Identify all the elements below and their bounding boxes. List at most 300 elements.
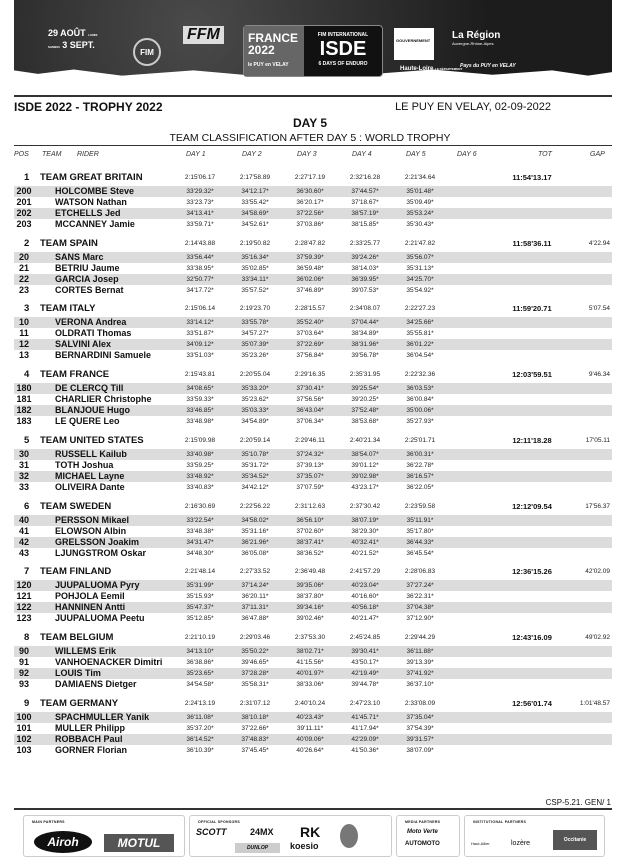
rider-row <box>14 515 612 526</box>
rider-day5-time: 35'31.13* <box>406 264 434 272</box>
rider-day5-time: 36'03.53* <box>406 385 434 393</box>
rider-day5-time: 36'16.57* <box>406 472 434 480</box>
team-day1-time: 2:15'06.17 <box>184 174 216 181</box>
divider <box>14 95 612 97</box>
rider-day2-time: 36'47.88* <box>241 615 269 623</box>
rider-day5-time: 35'56.07* <box>406 253 434 261</box>
rider-day4-time: 37'04.44* <box>351 319 379 327</box>
team-row <box>14 369 612 382</box>
team-gap: 4'22.94 <box>588 239 610 247</box>
rider-day3-time: 37'02.60* <box>296 527 324 535</box>
rider-number: 123 <box>16 613 32 624</box>
rider-day5-time: 37'35.04* <box>406 713 434 721</box>
team-position: 3 <box>24 303 30 315</box>
team-day2-time: 2:19'23.70 <box>239 305 271 313</box>
team-day1-time: 2:15'09.98 <box>184 436 216 444</box>
rider-number: 20 <box>18 251 29 262</box>
team-day5-time: 2:33'08.09 <box>404 699 436 707</box>
rider-day1-time: 33'48.92* <box>186 472 214 480</box>
rider-day2-time: 35'03.33* <box>241 407 269 415</box>
rider-day4-time: 40'23.04* <box>351 582 379 590</box>
rider-day3-time: 37'30.41* <box>296 385 324 393</box>
rider-day3-time: 37'07.59* <box>296 483 324 491</box>
team-name: TEAM SPAIN <box>40 237 98 249</box>
rider-day1-time: 34'13.41* <box>186 210 214 217</box>
rider-name: HOLCOMBE Steve <box>55 186 135 196</box>
rider-row <box>14 679 612 690</box>
rider-name: LJUNGSTROM Oskar <box>55 547 147 558</box>
rider-number: 201 <box>16 197 32 207</box>
rider-day5-time: 35'09.49* <box>406 199 434 206</box>
rider-row <box>14 350 612 361</box>
team-total-time: 12:36'15.26 <box>512 567 552 577</box>
main-partners <box>23 815 185 857</box>
rider-day5-time: 36'00.31* <box>406 450 434 458</box>
team-day1-time: 2:15'43.81 <box>184 371 216 379</box>
rider-day3-time: 36'30.60* <box>296 188 324 195</box>
rider-day4-time: 38'57.19* <box>351 210 379 217</box>
rider-day1-time: 36'14.52* <box>186 735 214 743</box>
rider-day4-time: 41'45.71* <box>351 713 379 721</box>
rider-day4-time: 40'56.18* <box>351 604 379 612</box>
rider-day3-time: 39'02.46* <box>296 615 324 623</box>
rider-day1-time: 33'14.12* <box>186 319 214 327</box>
team-position: 8 <box>24 631 30 643</box>
rider-number: 31 <box>18 459 29 470</box>
rider-day4-time: 40'21.47* <box>351 615 379 623</box>
sponsors-caption: OFFICIAL SPONSORS <box>198 820 240 824</box>
rider-day4-time: 39'01.12* <box>351 461 379 469</box>
rider-day2-time: 35'34.52* <box>241 472 269 480</box>
rider-day4-time: 38'53.68* <box>351 418 379 426</box>
rider-row <box>14 482 612 493</box>
rider-day5-time: 36'04.54* <box>406 352 434 360</box>
rider-number: 101 <box>16 722 32 733</box>
rider-day4-time: 39'56.78* <box>351 352 379 360</box>
team-name: TEAM GREAT BRITAIN <box>40 172 143 183</box>
rider-number: 23 <box>18 284 29 295</box>
rider-day1-time: 35'23.65* <box>186 669 214 677</box>
team-day1-time: 2:24'13.19 <box>184 699 216 707</box>
rider-day3-time: 39'34.16* <box>296 604 324 612</box>
team-row <box>14 501 612 514</box>
col-day3: DAY 3 <box>297 151 317 158</box>
rider-day1-time: 33'40.83* <box>186 483 214 491</box>
event-title: ISDE 2022 - TROPHY 2022 <box>14 100 163 114</box>
rider-day3-time: 36'20.17* <box>296 199 324 206</box>
rider-day3-time: 38'02.71* <box>296 647 324 655</box>
team-position: 5 <box>24 434 30 446</box>
gouvernement-logo: GOUVERNEMENT <box>394 28 434 60</box>
rider-day1-time: 33'38.95* <box>186 264 214 272</box>
rider-row <box>14 602 612 613</box>
rider-day5-time: 37'27.24* <box>406 582 434 590</box>
rider-day1-time: 36'38.86* <box>186 658 214 666</box>
rider-day1-time: 33'59.33* <box>186 396 214 404</box>
rider-day4-time: 36'39.95* <box>351 275 379 283</box>
rider-day3-time: 36'43.04* <box>296 407 324 415</box>
rider-day2-time: 37'28.28* <box>241 669 269 677</box>
rider-day3-time: 41'15.56* <box>296 658 324 666</box>
page-code: CSP-5.21. GEN/ 1 <box>545 798 611 807</box>
team-day5-time: 2:22'27.23 <box>404 305 436 313</box>
rider-day1-time: 33'59.25* <box>186 461 214 469</box>
rider-day5-time: 37'04.38* <box>406 604 434 612</box>
rider-day5-time: 35'00.06* <box>406 407 434 415</box>
team-day3-time: 2:40'10.24 <box>294 699 326 707</box>
rider-row <box>14 252 612 263</box>
rider-number: 203 <box>16 219 32 229</box>
rider-day3-time: 39'11.11* <box>296 724 324 732</box>
col-gap: GAP <box>590 151 605 158</box>
rider-name: SANS Marc <box>55 251 104 262</box>
rider-day1-time: 33'48.38* <box>186 527 214 535</box>
rider-number: 30 <box>18 448 29 459</box>
rider-name: POHJOLA Eemil <box>55 591 125 602</box>
team-total-time: 11:59'20.71 <box>512 304 552 314</box>
rider-row <box>14 526 612 537</box>
rider-day1-time: 35'31.99* <box>186 582 214 590</box>
rider-day1-time: 33'59.71* <box>186 221 214 228</box>
rider-number: 100 <box>16 711 32 722</box>
team-position: 7 <box>24 566 30 578</box>
rider-name: ETCHELLS Jed <box>55 208 121 218</box>
rider-name: TOTH Joshua <box>55 459 114 470</box>
rider-day4-time: 40'32.41* <box>351 538 379 546</box>
rider-day3-time: 37'03.64* <box>296 330 324 338</box>
rider-name: WATSON Nathan <box>55 197 127 207</box>
rider-day5-time: 36'45.54* <box>406 549 434 557</box>
fim-logo: FIM <box>133 38 161 66</box>
rider-day4-time: 42'19.49* <box>351 669 379 677</box>
media-caption: MEDIA PARTNERS <box>405 820 441 824</box>
rider-day4-time: 37'44.57* <box>351 188 379 195</box>
rider-day1-time: 35'37.20* <box>186 724 214 732</box>
rider-day2-time: 35'58.31* <box>241 680 269 688</box>
rider-name: WILLEMS Erik <box>55 645 117 656</box>
rider-day5-time: 36'22.78* <box>406 461 434 469</box>
rider-day2-time: 35'31.72* <box>241 461 269 469</box>
rider-number: 41 <box>18 525 29 536</box>
rider-number: 121 <box>16 591 32 602</box>
institutional-partners <box>464 815 605 857</box>
rider-day2-time: 34'58.69* <box>241 210 269 217</box>
rider-row <box>14 383 612 394</box>
rider-day2-time: 34'42.12* <box>241 483 269 491</box>
rider-row <box>14 328 612 339</box>
rider-day5-time: 36'22.31* <box>406 593 434 601</box>
rider-day1-time: 34'08.65* <box>186 385 214 393</box>
rider-day5-time: 39'13.39* <box>406 658 434 666</box>
col-day6: DAY 6 <box>457 151 477 158</box>
rider-number: 11 <box>19 328 29 339</box>
rider-day5-time: 35'11.91* <box>406 516 434 524</box>
rider-number: 33 <box>18 481 29 492</box>
dunlop-logo: DUNLOP <box>235 843 280 853</box>
rider-day3-time: 37'56.56* <box>296 396 324 404</box>
rider-day3-time: 37'35.07* <box>296 472 324 480</box>
rider-day4-time: 38'29.30* <box>351 527 379 535</box>
rider-row <box>14 734 612 745</box>
rider-day1-time: 34'17.72* <box>186 286 214 294</box>
rider-name: LOUIS Tim <box>55 667 101 678</box>
team-day3-time: 2:29'46.11 <box>295 436 325 444</box>
rider-name: MCCANNEY Jamie <box>55 219 135 229</box>
rider-day5-time: 35'27.93* <box>406 418 434 426</box>
rider-day2-time: 35'02.85* <box>241 264 269 272</box>
rider-day2-time: 35'33.20* <box>241 385 269 393</box>
col-pos: POS <box>14 151 29 158</box>
rider-number: 103 <box>16 744 32 755</box>
rider-day4-time: 41'17.94* <box>351 724 379 732</box>
team-row <box>14 566 612 579</box>
rider-day4-time: 39'25.54* <box>351 385 379 393</box>
airoh-logo: Airoh <box>34 831 92 853</box>
rider-day2-time: 35'57.52* <box>241 286 269 294</box>
rider-day3-time: 36'56.10* <box>296 516 324 524</box>
rider-day1-time: 33'46.85* <box>186 407 214 415</box>
rider-day3-time: 36'59.48* <box>296 264 324 272</box>
team-day2-time: 2:29'03.46 <box>239 633 271 641</box>
team-name: TEAM FINLAND <box>40 566 112 578</box>
rider-day2-time: 37'45.45* <box>241 746 269 754</box>
rider-day5-time: 35'30.43* <box>406 221 434 228</box>
team-day5-time: 2:22'32.36 <box>404 371 436 379</box>
rider-day2-time: 39'46.65* <box>241 658 269 666</box>
team-total-time: 12:56'01.74 <box>512 698 552 708</box>
rider-row <box>14 580 612 591</box>
rider-day4-time: 39'02.98* <box>351 472 379 480</box>
rider-day3-time: 38'37.80* <box>296 593 324 601</box>
rider-day2-time: 35'16.34* <box>241 253 269 261</box>
rider-row <box>14 668 612 679</box>
classification-subtitle: TEAM CLASSIFICATION AFTER DAY 5 : WORLD TROPHY <box>169 132 451 144</box>
team-name: TEAM BELGIUM <box>40 631 114 643</box>
rider-number: 122 <box>16 602 32 613</box>
rider-day5-time: 34'25.66* <box>406 319 434 327</box>
team-gap: 17'56.37 <box>585 502 610 510</box>
rider-name: VERONA Andrea <box>55 317 127 328</box>
rider-row <box>14 613 612 624</box>
team-gap: 1:01'48.57 <box>579 699 610 707</box>
rider-day1-time: 33'40.98* <box>186 450 214 458</box>
rider-number: 32 <box>18 470 29 481</box>
team-day1-time: 2:21'10.19 <box>184 633 216 641</box>
col-day5: DAY 5 <box>406 151 426 158</box>
ffm-logo: FFM <box>183 26 224 44</box>
team-total-time: 12:43'16.09 <box>512 632 552 642</box>
team-name: TEAM SWEDEN <box>40 500 112 512</box>
rider-row <box>14 723 612 734</box>
rider-day5-time: 36'00.84* <box>406 396 434 404</box>
rider-number: 42 <box>18 536 29 547</box>
rider-number: 183 <box>16 416 32 427</box>
rider-day2-time: 37'14.24* <box>241 582 269 590</box>
rider-day1-time: 33'48.98* <box>186 418 214 426</box>
team-total-time: 12:03'59.51 <box>512 370 552 380</box>
inst-caption: INSTITUTIONAL PARTNERS <box>473 820 527 824</box>
rider-day1-time: 36'11.08* <box>186 713 214 721</box>
rider-day2-time: 35'31.16* <box>241 527 269 535</box>
rider-day5-time: 35'01.48* <box>406 188 434 195</box>
rider-day2-time: 36'21.96* <box>241 538 269 546</box>
rider-day4-time: 39'30.41* <box>351 647 379 655</box>
rider-name: CORTES Bernat <box>55 284 124 295</box>
team-day3-time: 2:36'49.48 <box>294 568 326 576</box>
rider-day2-time: 33'34.11* <box>241 275 269 283</box>
rider-number: 21 <box>18 262 29 273</box>
team-row <box>14 238 612 251</box>
rider-number: 202 <box>16 208 32 218</box>
rider-name: SPACHMULLER Yanik <box>55 711 150 722</box>
team-gap: 17'05.11 <box>585 436 610 444</box>
col-rider: RIDER <box>77 151 99 158</box>
rider-name: HANNINEN Antti <box>55 602 126 613</box>
rider-day3-time: 37'56.84* <box>296 352 324 360</box>
main-partners-caption: MAIN PARTNERS <box>32 820 65 824</box>
rider-day3-time: 39'35.06* <box>296 582 324 590</box>
rider-day5-time: 37'41.92* <box>406 669 434 677</box>
rider-row <box>14 537 612 548</box>
automoto-logo: AUTOMOTO <box>405 841 440 847</box>
rider-day5-time: 35'55.81* <box>406 330 434 338</box>
rider-day1-time: 32'50.77* <box>186 275 214 283</box>
team-gap: 42'02.09 <box>585 568 610 576</box>
rider-day2-time: 34'12.17* <box>241 188 269 195</box>
team-position: 2 <box>24 237 30 249</box>
rider-day1-time: 35'15.93* <box>186 593 214 601</box>
rider-day3-time: 37'06.34* <box>296 418 324 426</box>
rider-day4-time: 37'18.67* <box>351 199 379 206</box>
rider-number: 102 <box>16 733 32 744</box>
rider-name: CHARLIER Christophe <box>55 394 152 405</box>
rider-day2-time: 34'57.27* <box>241 330 269 338</box>
rider-day2-time: 35'10.78* <box>241 450 269 458</box>
haut-allier-logo: Haut-Allier <box>471 841 490 846</box>
rider-name: MICHAEL Layne <box>55 470 125 481</box>
official-sponsors <box>189 815 392 857</box>
team-day3-time: 2:27'17.19 <box>294 174 326 181</box>
team-day2-time: 2:20'55.04 <box>239 371 271 379</box>
rider-day4-time: 38'31.96* <box>351 341 379 349</box>
team-day4-time: 2:47'23.10 <box>349 699 381 707</box>
team-day1-time: 2:16'30.69 <box>184 502 216 510</box>
rider-name: PERSSON Mikael <box>55 514 130 525</box>
team-position: 1 <box>24 172 30 183</box>
team-day3-time: 2:29'16.35 <box>294 371 326 379</box>
rider-name: VANHOENACKER Dimitri <box>55 656 163 667</box>
rider-day4-time: 39'44.78* <box>351 680 379 688</box>
rider-number: 22 <box>18 273 29 284</box>
pays-puy-logo: Pays du PUY en VELAY <box>460 63 516 69</box>
rider-number: 10 <box>18 317 29 328</box>
rider-day2-time: 36'20.11* <box>241 593 269 601</box>
rider-name: GORNER Florian <box>55 744 128 755</box>
team-position: 6 <box>24 500 30 512</box>
col-day1: DAY 1 <box>186 151 206 158</box>
rider-day3-time: 40'09.06* <box>296 735 324 743</box>
rider-day5-time: 36'01.22* <box>406 341 434 349</box>
rider-day3-time: 37'03.86* <box>296 221 324 228</box>
rider-day2-time: 36'05.08* <box>241 549 269 557</box>
rider-day3-time: 37'39.13* <box>296 461 324 469</box>
rider-row <box>14 394 612 405</box>
rider-day3-time: 37'59.39* <box>296 253 324 261</box>
rider-row <box>14 657 612 668</box>
team-row <box>14 698 612 711</box>
rider-day3-time: 40'26.64* <box>296 746 324 754</box>
team-day2-time: 2:19'50.82 <box>239 239 271 247</box>
media-partners <box>396 815 460 857</box>
team-day5-time: 2:23'59.58 <box>404 502 436 510</box>
team-row <box>14 435 612 448</box>
rider-day2-time: 37'11.31* <box>241 604 269 612</box>
rider-name: DAMIAENS Dietger <box>55 678 137 689</box>
rider-day1-time: 34'13.10* <box>186 647 214 655</box>
col-day4: DAY 4 <box>352 151 372 158</box>
rider-day5-time: 36'37.10* <box>406 680 434 688</box>
rider-row <box>14 197 612 208</box>
col-tot: TOT <box>538 151 552 158</box>
rider-day1-time: 35'12.85* <box>186 615 214 623</box>
rider-day2-time: 34'58.02* <box>241 516 269 524</box>
rider-row <box>14 646 612 657</box>
isde-logo: FRANCE 2022 le PUY en VELAY FIM INTERNATIONAL ISDE 6 DAYS OF ENDURO <box>243 25 383 77</box>
rider-day2-time: 35'07.39* <box>241 341 269 349</box>
rider-name: ROBBACH Paul <box>55 733 123 744</box>
rider-name: BETRIU Jaume <box>55 262 120 273</box>
rider-number: 181 <box>16 394 32 405</box>
rider-day1-time: 35'47.37* <box>186 604 214 612</box>
team-day2-time: 2:17'58.89 <box>239 174 271 181</box>
team-day5-time: 2:25'01.71 <box>404 436 436 444</box>
rider-day5-time: 39'31.57* <box>406 735 434 743</box>
team-total-time: 11:58'36.11 <box>512 238 552 248</box>
rider-day5-time: 36'11.88* <box>406 647 434 655</box>
rider-day3-time: 36'02.06* <box>296 275 324 283</box>
rider-row <box>14 186 612 197</box>
team-name: TEAM FRANCE <box>40 369 110 381</box>
24mx-logo: 24MX <box>250 827 274 837</box>
rider-name: OLDRATI Thomas <box>55 328 132 339</box>
dates-end: SAMEDI 3 SEPT. <box>48 40 95 50</box>
rider-number: 12 <box>18 339 29 350</box>
rider-day4-time: 38'54.07* <box>351 450 379 458</box>
rider-number: 182 <box>16 405 32 416</box>
col-team: TEAM <box>42 151 62 158</box>
team-day5-time: 2:21'34.64 <box>404 174 436 181</box>
rider-row <box>14 416 612 427</box>
rider-day4-time: 38'07.19* <box>351 516 379 524</box>
rider-day1-time: 34'54.58* <box>186 680 214 688</box>
dates-start: 29 AOÛT LUNDI <box>48 28 98 38</box>
rider-day3-time: 40'23.43* <box>296 713 324 721</box>
team-day3-time: 2:31'12.63 <box>294 502 326 510</box>
rider-name: SALVINI Alex <box>55 339 112 350</box>
rider-name: ELOWSON Albin <box>55 525 127 536</box>
rider-name: BERNARDINI Samuele <box>55 350 152 361</box>
team-row <box>14 303 612 316</box>
rider-name: BLANJOUE Hugo <box>55 405 130 416</box>
rider-row <box>14 548 612 559</box>
rider-row <box>14 208 612 219</box>
rider-day2-time: 37'22.66* <box>241 724 269 732</box>
team-day4-time: 2:41'57.29 <box>349 568 381 576</box>
rider-row <box>14 712 612 723</box>
rider-day5-time: 35'53.24* <box>406 210 434 217</box>
rider-name: RUSSELL Kailub <box>55 448 127 459</box>
rider-number: 93 <box>18 678 29 689</box>
